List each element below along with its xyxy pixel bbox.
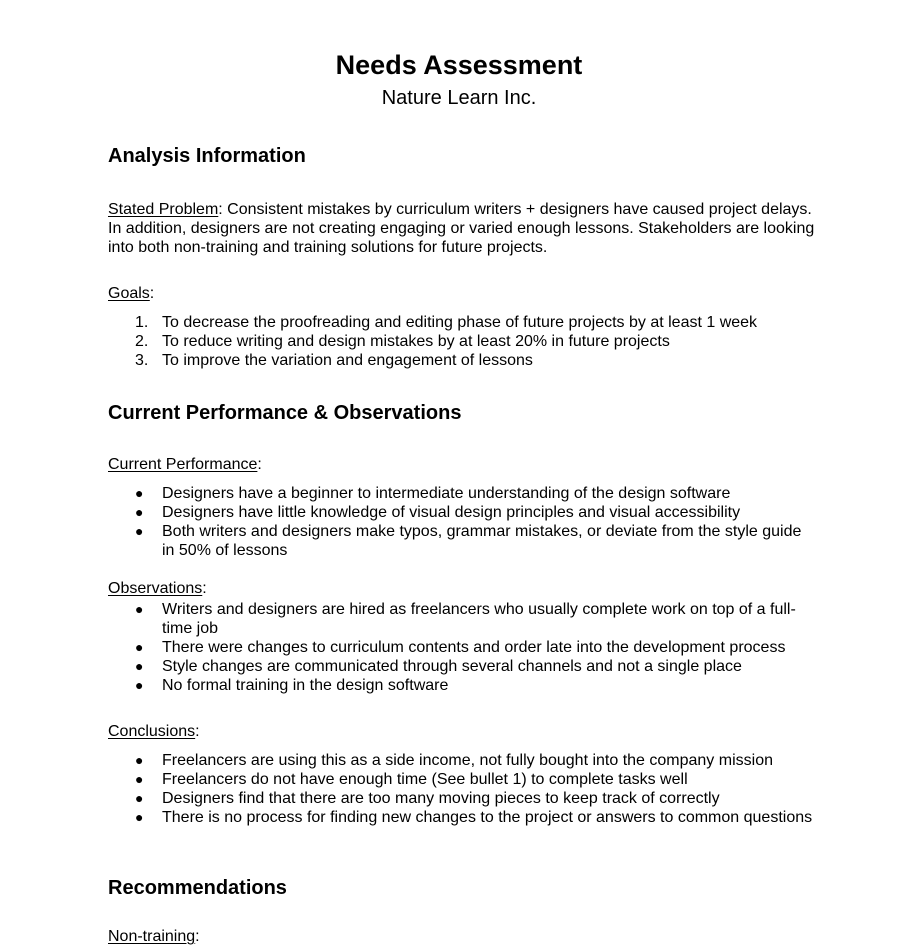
list-item-text: Designers have little knowledge of visual design principles and visual accessibility [162, 504, 741, 521]
list-item [108, 638, 818, 657]
bullet-icon: ● [135, 809, 144, 825]
document-subtitle: Nature Learn Inc. [381, 87, 537, 109]
current-performance-list [108, 484, 818, 560]
stated-problem-paragraph [108, 200, 820, 257]
heading-current-performance: Current Performance & Observations [108, 402, 462, 424]
bullet-icon: ● [135, 677, 144, 693]
list-item [108, 600, 818, 638]
goals-colon: : [149, 285, 155, 302]
list-item-text: Writers and designers are hired as freelancers who usually complete work on top of a full-time job [162, 601, 796, 637]
list-item-text: To decrease the proofreading and editing phase of future projects by at least 1 week [162, 314, 758, 331]
list-item [108, 351, 818, 370]
list-item [108, 484, 818, 503]
list-item [108, 522, 818, 560]
bullet-icon: ● [135, 504, 144, 520]
bullet-icon: ● [135, 790, 144, 806]
list-item-text: There is no process for finding new changes to the project or answers to common questions [162, 809, 813, 826]
bullet-icon: ● [135, 523, 144, 539]
observations-list [108, 600, 818, 695]
observations-colon: : [202, 580, 207, 597]
list-item-text: There were changes to curriculum contents and order late into the development process [162, 639, 786, 656]
observations-label-line [108, 579, 207, 599]
goals-label-line [108, 284, 154, 304]
non-training-label-line [108, 927, 200, 947]
list-item-text: To reduce writing and design mistakes by at least 20% in future projects [162, 333, 670, 350]
non-training-label: Non-training [108, 928, 196, 945]
document-title: Needs Assessment [335, 50, 583, 80]
heading-recommendations: Recommendations [108, 877, 287, 899]
bullet-icon: ● [135, 639, 144, 655]
current-performance-label: Current Performance [108, 456, 258, 473]
list-item-text: Freelancers do not have enough time (See bullet 1) to complete tasks well [162, 771, 688, 788]
list-item [108, 751, 818, 770]
stated-problem-label: Stated Problem [108, 201, 219, 218]
list-item [108, 676, 818, 695]
list-item [108, 332, 818, 351]
observations-label: Observations [108, 580, 203, 597]
list-item-text: Style changes are communicated through several channels and not a single place [162, 658, 742, 675]
list-item [108, 789, 818, 808]
list-item [108, 657, 818, 676]
list-number: 2. [135, 333, 149, 350]
goals-label: Goals [108, 285, 150, 302]
bullet-icon: ● [135, 771, 144, 787]
list-number: 1. [135, 314, 149, 331]
bullet-icon: ● [135, 658, 144, 674]
heading-analysis-information: Analysis Information [108, 145, 306, 167]
list-item [108, 503, 818, 522]
list-item-text: Designers find that there are too many moving pieces to keep track of correctly [162, 790, 720, 807]
bullet-icon: ● [135, 752, 144, 768]
list-item-text: Both writers and designers make typos, grammar mistakes, or deviate from the style guide in 50% of lessons [162, 523, 802, 559]
non-training-colon: : [195, 928, 200, 945]
list-item-text: To improve the variation and engagement of lessons [162, 352, 533, 369]
list-item [108, 808, 818, 827]
list-item [108, 313, 818, 332]
list-number: 3. [135, 352, 149, 369]
bullet-icon: ● [135, 485, 144, 501]
conclusions-label: Conclusions [108, 723, 196, 740]
bullet-icon: ● [135, 601, 144, 617]
conclusions-list [108, 751, 818, 827]
goals-list [108, 313, 818, 370]
list-item [108, 770, 818, 789]
current-performance-label-line [108, 455, 262, 475]
conclusions-label-line [108, 722, 200, 742]
list-item-text: Freelancers are using this as a side income, not fully bought into the company mission [162, 752, 773, 769]
current-performance-colon: : [257, 456, 262, 473]
conclusions-colon: : [195, 723, 200, 740]
list-item-text: Designers have a beginner to intermediate understanding of the design software [162, 485, 731, 502]
list-item-text: No formal training in the design software [162, 677, 449, 694]
stated-problem-colon: : [218, 201, 223, 218]
stated-problem-text: Consistent mistakes by curriculum writers + designers have caused project delays. In addition, designers are not creating engaging or varied enough lessons. Stakeholders are looking into both non-training and training solutions for future projects. [108, 201, 815, 256]
